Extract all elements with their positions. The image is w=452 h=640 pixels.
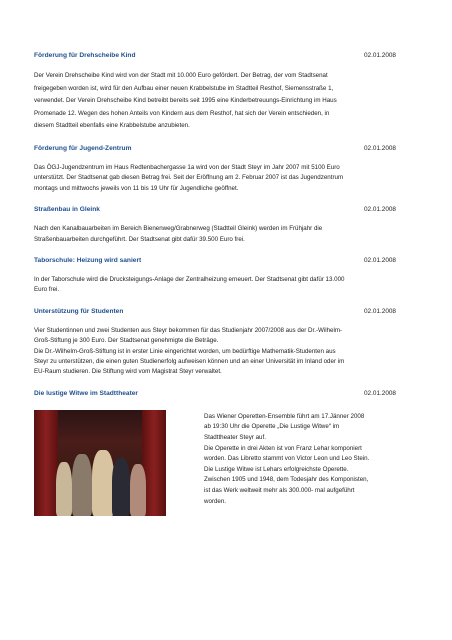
text-line: Vier Studentinnen und zwei Studenten aus Steyr bekommen für das Studienjahr 2007/2008 aus der Dr.-Wilhelm-: [34, 326, 343, 334]
document-page: [34, 52, 396, 528]
text-line: Die Operette in drei Akten ist von Franz Lehar komponiert: [204, 444, 362, 452]
article-title: Unterstützung für Studenten: [34, 307, 124, 315]
text-line: montags und mittwochs jeweils von 11 bis 19 Uhr für Jugendliche geöffnet.: [34, 184, 239, 192]
article-header: [34, 52, 396, 66]
article-title: Straßenbau in Gleink: [34, 206, 100, 214]
article-body: [34, 70, 396, 133]
text-line: Groß-Stiftung je 300 Euro. Der Stadtsenat genehmigte die Beträge.: [34, 337, 219, 345]
article-body: [34, 275, 396, 296]
text-line: Promenade 12. Wegen des hohen Anteils von Kindern aus dem Resthof, hat sich der Verein entschieden, in: [34, 109, 330, 117]
text-line: EU-Raum studieren. Die Stiftung wird vom Magistrat Steyr verwaltet.: [34, 368, 222, 376]
performer-figure: [72, 454, 92, 516]
article-date: 02.01.2008: [364, 52, 396, 59]
text-line: ab 19:30 Uhr die Operette „Die Lustige Witwe“ im: [204, 423, 340, 431]
article-text: [204, 410, 396, 516]
text-line: worden.: [204, 497, 227, 505]
text-line: Euro frei.: [34, 286, 60, 294]
article-header: [34, 145, 396, 159]
article-header: [34, 257, 396, 271]
article-title: Taborschule: Heizung wird saniert: [34, 257, 142, 264]
article-date: 02.01.2008: [364, 144, 396, 152]
article-date: 02.01.2008: [364, 307, 396, 315]
article-title: Förderung für Jugend-Zentrum: [34, 144, 132, 152]
text-line: freigegeben worden ist, wird für den Aufbau einer neuen Krabbelstube im Stadtteil Resthof, Siemensstraße 1,: [34, 84, 334, 92]
curtain-left: [34, 410, 58, 516]
article-header: [34, 308, 396, 322]
performer-figure: [56, 462, 72, 516]
article-date: 02.01.2008: [364, 257, 396, 264]
article-strassenbau: [34, 206, 396, 245]
performer-figure: [112, 458, 130, 516]
text-line: In der Taborschule wird die Drucksteigungs-Anlage der Zentralheizung erneuert. Der Stadtsenat gibt dafür 13.000: [34, 276, 345, 283]
article-header: [34, 206, 396, 220]
article-taborschule: [34, 257, 396, 296]
text-line: Straßenbauarbeiten durchgeführt. Der Stadtsenat gibt dafür 39.500 Euro frei.: [34, 235, 245, 243]
article-body: [34, 224, 396, 245]
performer-figure: [130, 464, 146, 516]
text-line: unterstützt. Der Stadtsenat gab diesen Betrag frei. Seit der Eröffnung am 2. Februar 2007 ist das Jugendzentrum: [34, 174, 344, 182]
article-title: Förderung für Drehscheibe Kind: [34, 52, 136, 59]
text-line: Steyr zu unterstützen, die einen guten Studienerfolg aufweisen können und an einer Universität im Inland oder im: [34, 358, 345, 366]
article-date: 02.01.2008: [364, 206, 396, 214]
text-line: Die Dr.-Wilhelm-Groß-Stiftung ist in erster Linie eingerichtet worden, um bedürftige Mathematik-Studenten aus: [34, 347, 336, 355]
performer-figure: [92, 450, 114, 516]
text-line: verwendet. Der Verein Drehscheibe Kind betreibt bereits seit 1995 eine Kinderbetreuungs-Einrichtung im Haus: [34, 97, 337, 105]
text-line: diesem Stadtteil ebenfalls eine Krabbelstube anzubieten.: [34, 122, 190, 130]
text-line: worden. Das Libretto stammt von Victor Leon und Leo Stein.: [204, 455, 370, 463]
text-line: Stadttheater Steyr auf.: [204, 434, 266, 442]
article-jugend-zentrum: [34, 145, 396, 194]
text-line: Zwischen 1905 und 1948, dem Todesjahr des Komponisten,: [204, 476, 369, 484]
article-drehscheibe: [34, 52, 396, 133]
article-body: [34, 326, 396, 378]
article-body: [34, 163, 396, 194]
operetta-stage-photo: [34, 410, 166, 516]
article-studenten: [34, 308, 396, 378]
text-line: Die Lustige Witwe ist Lehars erfolgreichste Operette.: [204, 465, 349, 473]
article-date: 02.01.2008: [364, 389, 396, 397]
text-line: Das ÖGJ-Jugendzentrum im Haus Redtenbachergasse 1a wird von der Stadt Steyr im Jahr 2007 mit 5100 Euro: [34, 163, 340, 171]
text-line: Der Verein Drehscheibe Kind wird von der Stadt mit 10.000 Euro gefördert. Der Betrag, der vom Stadtsenat: [34, 72, 328, 79]
article-body: [34, 410, 396, 516]
text-line: Nach den Kanalbauarbeiten im Bereich Bienenweg/Grabnerweg (Stadtteil Gleink) werden im Frühjahr die: [34, 225, 323, 233]
text-line: ist das Werk weltweit mehr als 300.000- mal aufgeführt: [204, 487, 355, 494]
article-header: [34, 390, 396, 404]
article-title: Die lustige Witwe im Stadttheater: [34, 389, 138, 397]
text-line: Das Wiener Operetten-Ensemble führt am 17.Jänner 2008: [204, 412, 365, 420]
article-lustige-witwe: [34, 390, 396, 516]
